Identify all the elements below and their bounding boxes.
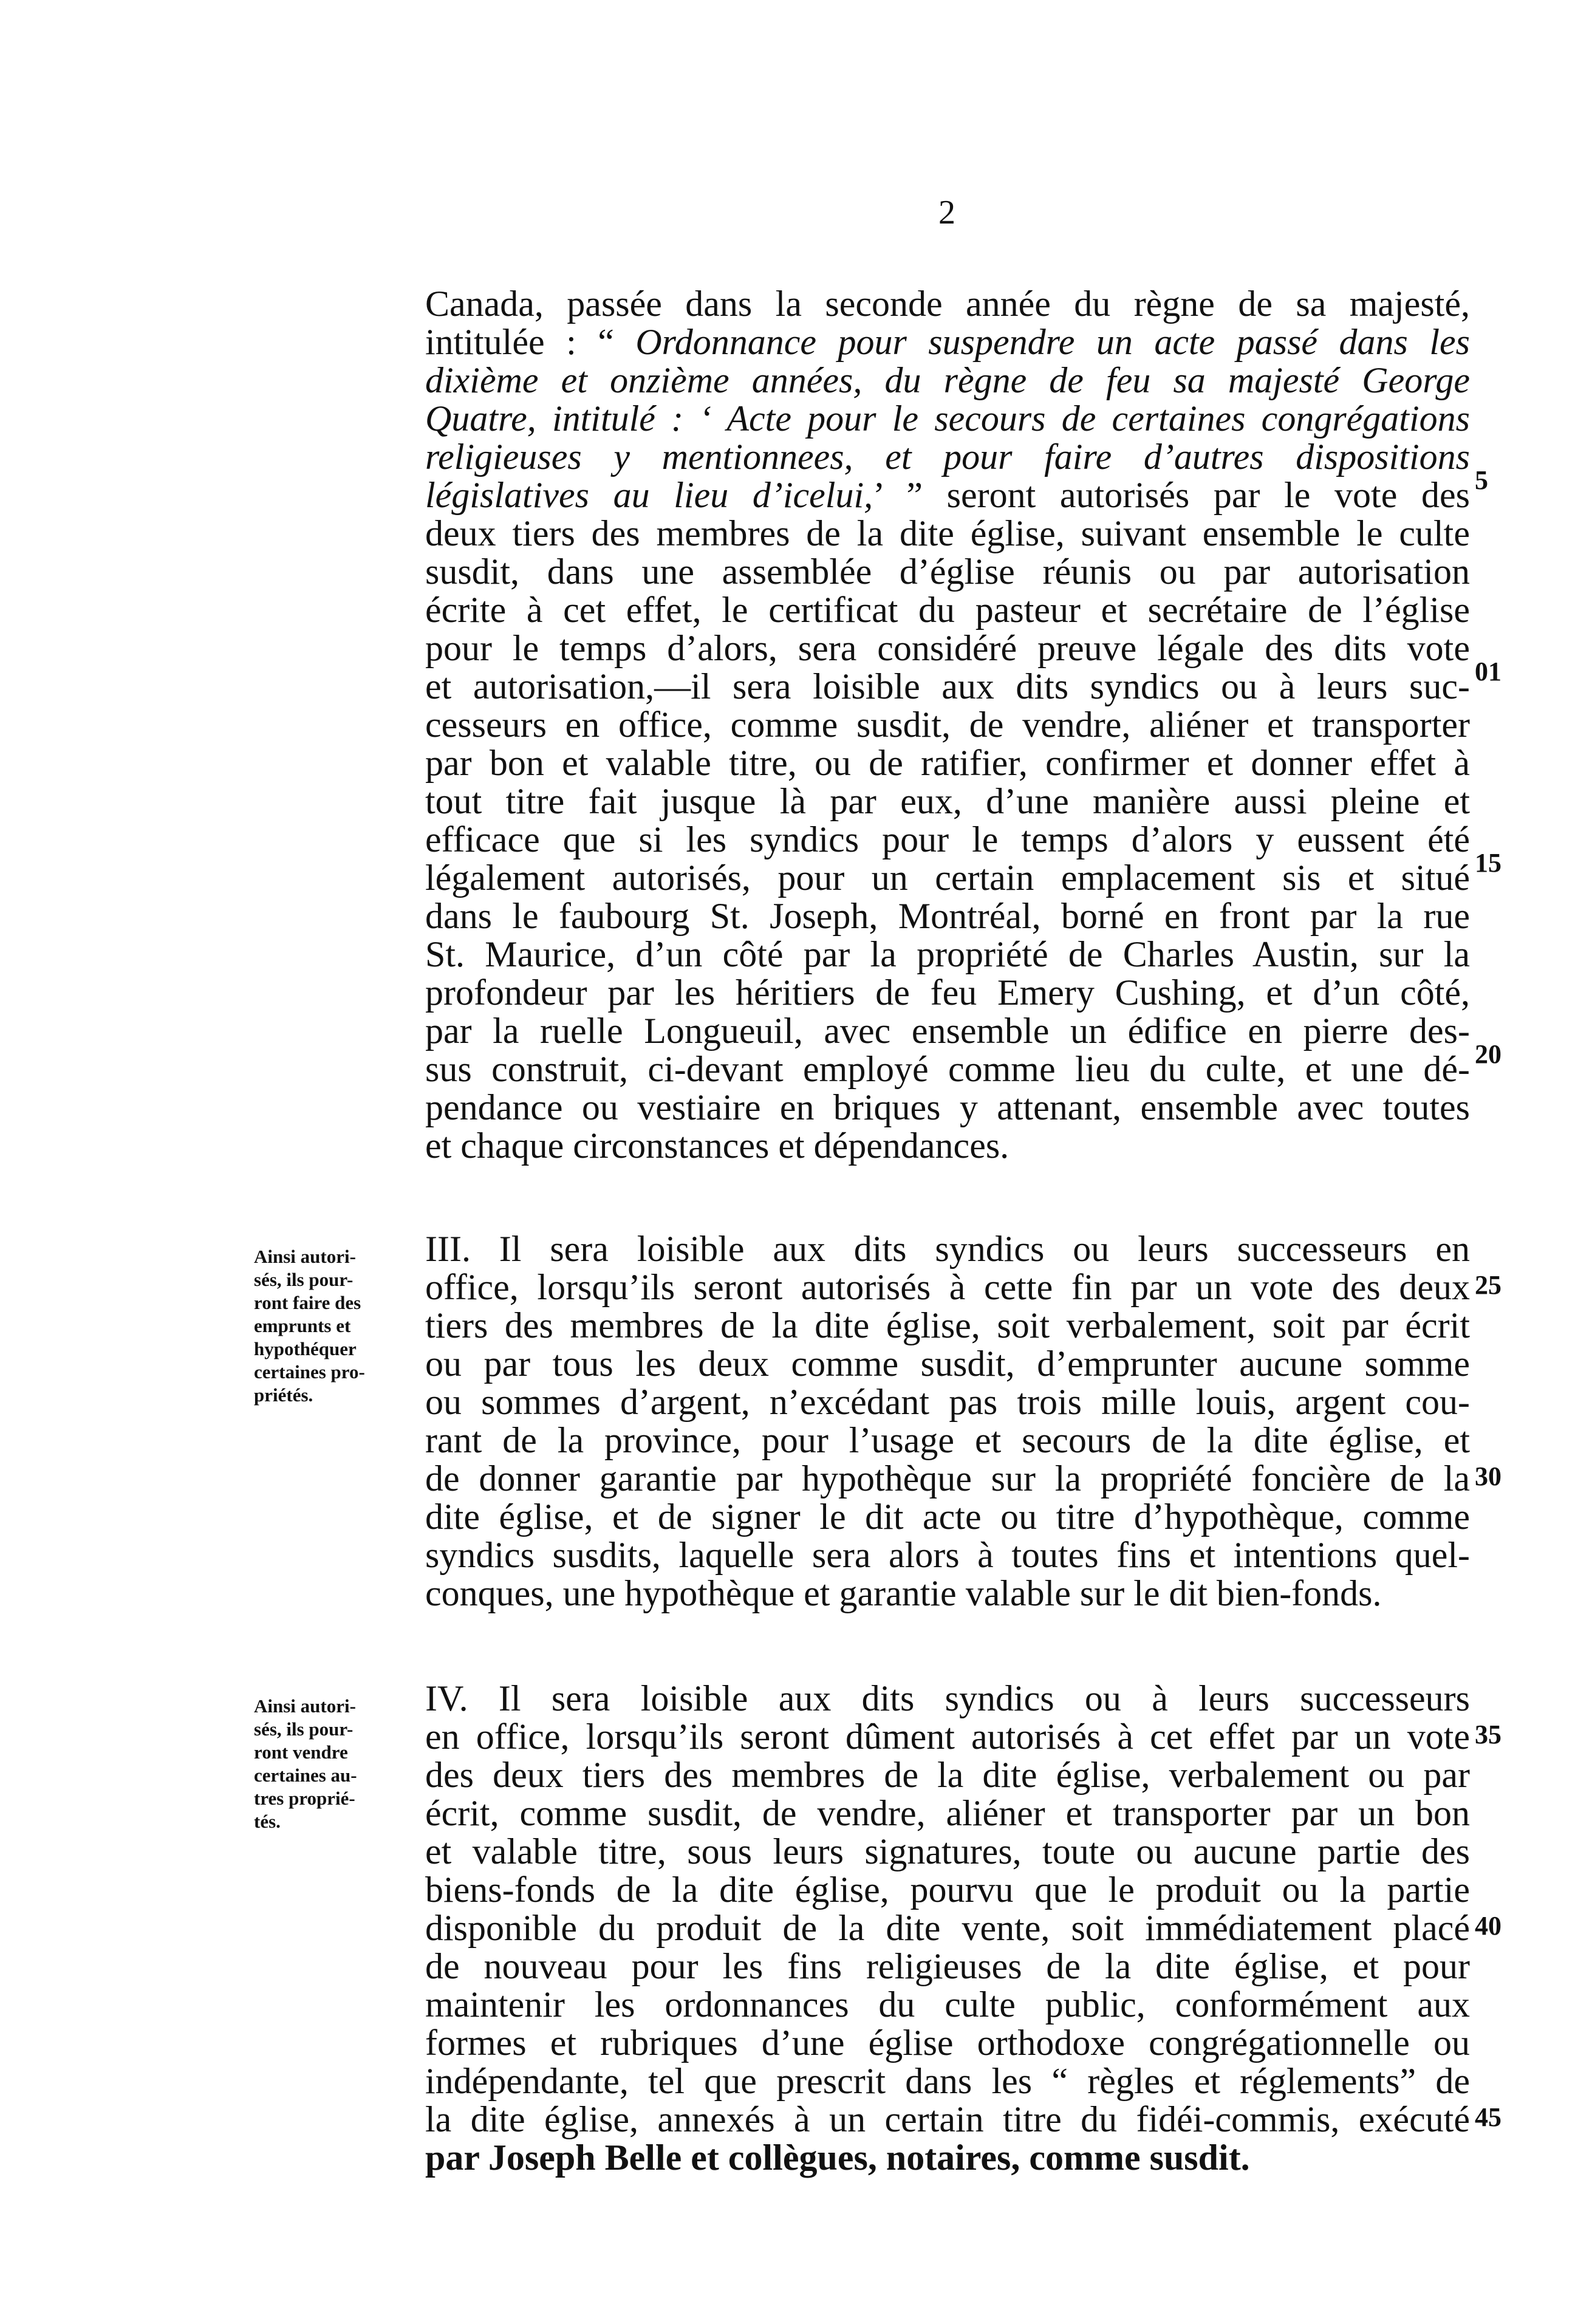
text-line [425, 821, 1470, 858]
text-run: tiers des membres de la dite église, soit verbalement, soit par écrit [425, 1305, 1470, 1345]
text-run: des deux tiers des membres de la dite église, verbalement ou par [425, 1755, 1470, 1795]
text-run: par la ruelle Longueuil, avec ensemble un édifice en pierre des- [425, 1011, 1470, 1051]
text-run: ou sommes d’argent, n’excédant pas trois mille louis, argent cou- [425, 1382, 1470, 1422]
text-run: de donner garantie par hypothèque sur la propriété foncière de la [425, 1458, 1470, 1499]
text-line [425, 2025, 1470, 2061]
text-run: Ordonnance pour suspendre un acte passé dans les [635, 322, 1470, 362]
text-run: législatives au lieu d’icelui, [425, 475, 873, 515]
text-run: la dite église, annexés à un certain titre du fidéi-commis, exécuté [425, 2099, 1470, 2139]
text-line [425, 1680, 1470, 1717]
text-line [425, 2139, 1470, 2176]
text-line [425, 1269, 1470, 1305]
text-run: deux tiers des membres de la dite église, suivant ensemble le culte [425, 513, 1470, 553]
text-line [425, 1460, 1470, 1497]
text-line [425, 706, 1470, 743]
text-line [425, 1795, 1470, 1831]
text-run: sus construit, ci-devant employé comme lieu du culte, et une dé- [425, 1049, 1470, 1089]
text-run: cesseurs en office, comme susdit, de vendre, aliéner et transporter [425, 705, 1470, 745]
line-number: 30 [1475, 1461, 1501, 1491]
text-run: efficace que si les syndics pour le temps d’alors y eussent été [425, 819, 1470, 860]
text-run: dans le faubourg St. Joseph, Montréal, borné en front par la rue [425, 896, 1470, 936]
text-line [425, 400, 1470, 437]
margin-note-line: sés, ils pour- [254, 1269, 354, 1290]
text-run: IV. Il sera loisible aux dits syndics ou à leurs successeurs [425, 1678, 1470, 1718]
text-run: maintenir les ordonnances du culte public, conformément aux [425, 1984, 1470, 2025]
text-line [425, 1127, 1470, 1164]
margin-note-line: hypothéquer [254, 1338, 357, 1359]
line-number: 45 [1475, 2102, 1501, 2132]
line-number: 35 [1475, 1720, 1501, 1749]
text-line [425, 2101, 1470, 2138]
text-run: Quatre, intitulé : ‘ Acte pour le secours de certaines congrégations [425, 398, 1470, 439]
text-run: rant de la province, pour l’usage et secours de la dite église, et [425, 1420, 1470, 1460]
text-run: en office, lorsqu’ils seront dûment autorisés à cet effet par un vote [425, 1717, 1470, 1757]
text-line [425, 1757, 1470, 1793]
text-run: écrit, comme susdit, de vendre, aliéner et transporter par un bon [425, 1793, 1470, 1833]
text-line [425, 783, 1470, 819]
text-run: III. Il sera loisible aux dits syndics ou leurs successeurs en [425, 1229, 1470, 1269]
text-line [425, 1537, 1470, 1573]
line-number: 20 [1475, 1039, 1501, 1069]
margin-note-line: emprunts et [254, 1315, 351, 1336]
text-run: indépendante, tel que prescrit dans les “ règles et réglements” de [425, 2061, 1470, 2101]
text-run: dixième et onzième années, du règne de feu sa majesté George [425, 360, 1470, 400]
text-line [425, 1948, 1470, 1984]
text-line [425, 1833, 1470, 1870]
text-run: par bon et valable titre, ou de ratifier, confirmer et donner effet à [425, 743, 1470, 783]
line-number: 40 [1475, 1911, 1501, 1941]
line-number: 5 [1475, 465, 1488, 495]
line-number: 25 [1475, 1270, 1501, 1300]
text-run: et autorisation,—il sera loisible aux dits syndics ou à leurs suc- [425, 666, 1470, 706]
text-run: intitulée : “ [425, 322, 636, 362]
text-line [425, 515, 1470, 552]
text-run: pendance ou vestiaire en briques y attenant, ensemble avec toutes [425, 1087, 1470, 1127]
margin-note-line: certaines au- [254, 1765, 357, 1786]
text-line [425, 1231, 1470, 1267]
text-line [425, 1575, 1470, 1611]
text-run: formes et rubriques d’une église orthodoxe congrégationnelle ou [425, 2023, 1470, 2063]
text-run: office, lorsqu’ils seront autorisés à cette fin par un vote des deux [425, 1267, 1470, 1307]
text-line [425, 898, 1470, 934]
text-line [425, 362, 1470, 398]
text-line [425, 1871, 1470, 1908]
text-run: syndics susdits, laquelle sera alors à toutes fins et intentions quel- [425, 1535, 1470, 1575]
text-run: et valable titre, sous leurs signatures, toute ou aucune partie des [425, 1831, 1470, 1871]
margin-note-line: tés. [254, 1811, 281, 1832]
text-run: ’ ” seront autorisés par le vote des [873, 475, 1470, 515]
text-run: légalement autorisés, pour un certain emplacement sis et situé [425, 858, 1470, 898]
line-number: 01 [1475, 657, 1501, 686]
text-run: conques, une hypothèque et garantie valable sur le dit bien-fonds. [425, 1573, 1382, 1613]
text-line [425, 630, 1470, 666]
text-line [425, 1384, 1470, 1420]
page-number: 2 [938, 194, 955, 231]
margin-note-line: ront faire des [254, 1292, 361, 1313]
text-run: susdit, dans une assemblée d’église réunis ou par autorisation [425, 552, 1470, 592]
text-run: par Joseph Belle et collègues, notaires, comme susdit. [425, 2138, 1250, 2178]
text-line [425, 1089, 1470, 1126]
text-run: disponible du produit de la dite vente, soit immédiatement placé [425, 1908, 1470, 1948]
text-run: écrite à cet effet, le certificat du pasteur et secrétaire de l’église [425, 590, 1470, 630]
text-line [425, 1718, 1470, 1755]
text-run: tout titre fait jusque là par eux, d’une manière aussi pleine et [425, 781, 1470, 821]
text-run: de nouveau pour les fins religieuses de la dite église, et pour [425, 1946, 1470, 1986]
margin-note-line: Ainsi autori- [254, 1246, 356, 1267]
text-line [425, 936, 1470, 972]
margin-note-line: priétés. [254, 1384, 313, 1406]
text-run: biens-fonds de la dite église, pourvu que le produit ou la partie [425, 1870, 1470, 1910]
text-run: Canada, passée dans la seconde année du règne de sa majesté, [425, 284, 1470, 324]
margin-note-section-iv [254, 1695, 397, 1833]
text-run: et chaque circonstances et dépendances. [425, 1126, 1010, 1166]
text-run: pour le temps d’alors, sera considéré preuve légale des dits vote [425, 628, 1470, 668]
line-number: 15 [1475, 848, 1501, 878]
text-line [425, 1051, 1470, 1087]
text-line [425, 439, 1470, 475]
margin-note-line: tres proprié- [254, 1788, 355, 1809]
text-line [425, 860, 1470, 896]
text-line [425, 1910, 1470, 1946]
margin-note-line: certaines pro- [254, 1361, 365, 1382]
text-line [425, 974, 1470, 1011]
text-line [425, 477, 1470, 513]
margin-note-section-iii [254, 1245, 397, 1407]
text-line [425, 745, 1470, 781]
text-line [425, 1986, 1470, 2023]
text-line [425, 2063, 1470, 2099]
text-line [425, 1499, 1470, 1535]
text-line [425, 668, 1470, 705]
text-run: St. Maurice, d’un côté par la propriété de Charles Austin, sur la [425, 934, 1470, 974]
text-run: religieuses y mentionnees, et pour faire d’autres dispositions [425, 437, 1470, 477]
text-line [425, 553, 1470, 590]
text-line [425, 592, 1470, 628]
margin-note-line: Ainsi autori- [254, 1695, 356, 1717]
text-run: profondeur par les héritiers de feu Emery Cushing, et d’un côté, [425, 972, 1470, 1013]
text-line [425, 1013, 1470, 1049]
text-run: ou par tous les deux comme susdit, d’emprunter aucune somme [425, 1344, 1470, 1384]
text-line [425, 324, 1470, 360]
text-run: dite église, et de signer le dit acte ou titre d’hypothèque, comme [425, 1497, 1470, 1537]
margin-note-line: ront vendre [254, 1741, 348, 1763]
text-line [425, 1422, 1470, 1458]
text-line [425, 285, 1470, 322]
text-line [425, 1307, 1470, 1344]
margin-note-line: sés, ils pour- [254, 1718, 354, 1740]
text-line [425, 1345, 1470, 1382]
